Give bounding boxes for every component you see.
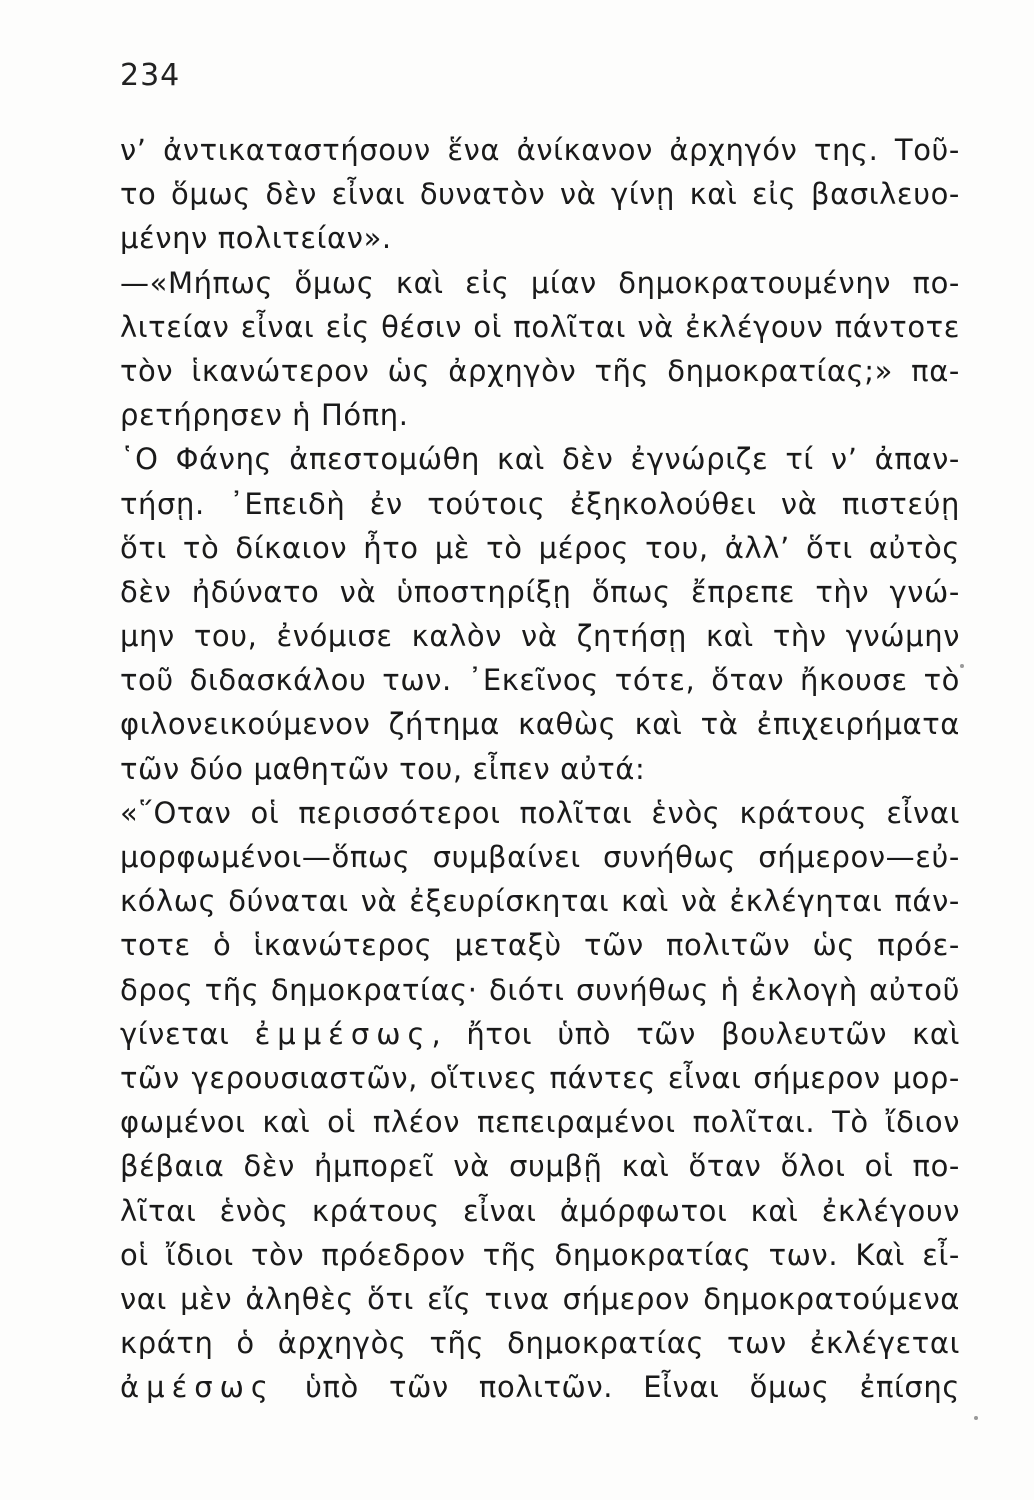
text-segment: , ἤτοι ὑπὸ τῶν βουλευτῶν καὶ	[431, 1016, 960, 1051]
text-line: —«Μήπως ὅμως καὶ εἰς μίαν δημοκρατουμένην πο-	[120, 265, 960, 300]
text-line: ν’ ἀντικαταστήσουν ἕνα ἀνίκανον ἀρχηγόν της. Τοῦ-	[120, 133, 960, 167]
spaced-word: ἀμέσως	[120, 1370, 275, 1405]
text-line: «῞Οταν οἱ περισσότεροι πολῖται ἑνὸς κράτους εἶναι	[120, 795, 960, 830]
text-line: ναι μὲν ἀληθὲς ὅτι εἴς τινα σήμερον δημοκρατούμενα	[120, 1281, 960, 1316]
text-line: ῾Ο Φάνης ἀπεστομώθη καὶ δὲν ἐγνώριζε τί ν’ ἀπαν-	[120, 442, 960, 477]
text-segment: γίνεται	[120, 1016, 230, 1051]
text-line: φωμένοι καὶ οἱ πλέον πεπειραμένοι πολῖται. Τὸ ἴδιον	[120, 1105, 960, 1140]
text-line: οἱ ἴδιοι τὸν πρόεδρον τῆς δημοκρατίας των. Καὶ εἶ-	[120, 1237, 960, 1272]
text-line: δρος τῆς δημοκρατίας· διότι συνήθως ἡ ἐκλογὴ αὐτοῦ	[120, 972, 960, 1007]
text-line: τήσῃ. ᾿Επειδὴ ἐν τούτοις ἐξηκολούθει νὰ πιστεύῃ	[120, 486, 960, 521]
text-line	[120, 1365, 960, 1409]
paper-speck	[974, 1416, 978, 1420]
text-line: μένην πολιτείαν».	[120, 221, 392, 256]
text-line: το ὅμως δὲν εἶναι δυνατὸν νὰ γίνῃ καὶ εἰς βασιλευο-	[120, 177, 960, 212]
text-line: τοῦ διδασκάλου των. ᾿Εκεῖνος τότε, ὅταν ἤκουσε τὸ	[120, 663, 960, 698]
text-line: κόλως δύναται νὰ ἐξευρίσκηται καὶ νὰ ἐκλέγηται πάν-	[120, 884, 960, 919]
text-line: λιτείαν εἶναι εἰς θέσιν οἱ πολῖται νὰ ἐκλέγουν πάντοτε	[120, 309, 960, 344]
text-line: βέβαια δὲν ἠμπορεῖ νὰ συμβῇ καὶ ὅταν ὅλοι οἱ πο-	[120, 1149, 960, 1184]
text-line: φιλονεικούμενον ζήτημα καθὼς καὶ τὰ ἐπιχειρήματα	[120, 707, 960, 742]
text-segment: ὑπὸ τῶν πολιτῶν. Εἶναι ὅμως ἐπίσης	[305, 1370, 960, 1405]
text-line: τὸν ἱκανώτερον ὡς ἀρχηγὸν τῆς δημοκρατίας;» πα-	[120, 353, 960, 388]
text-line: μορφωμένοι—ὅπως συμβαίνει συνήθως σήμερον—εὐ-	[120, 840, 960, 874]
text-line: μην του, ἐνόμισε καλὸν νὰ ζητήσῃ καὶ τὴν γνώμην	[120, 619, 960, 654]
spaced-word: ἐμμέσως	[254, 1016, 432, 1051]
text-line: ὅτι τὸ δίκαιον ἦτο μὲ τὸ μέρος του, ἀλλ’ ὅτι αὐτὸς	[120, 530, 960, 565]
paper-speck	[960, 664, 964, 668]
text-line: τοτε ὁ ἱκανώτερος μεταξὺ τῶν πολιτῶν ὡς πρόε-	[120, 928, 960, 963]
text-line: ρετήρησεν ἡ Πόπη.	[120, 398, 409, 433]
text-line: κράτη ὁ ἀρχηγὸς τῆς δημοκρατίας των ἐκλέγεται	[120, 1326, 960, 1361]
text-line: δὲν ἠδύνατο νὰ ὑποστηρίξῃ ὅπως ἔπρεπε τὴν γνώ-	[120, 574, 960, 609]
text-line: τῶν δύο μαθητῶν του, εἶπεν αὐτά:	[120, 751, 646, 786]
text-line: τῶν γερουσιαστῶν, οἵτινες πάντες εἶναι σήμερον μορ-	[120, 1060, 960, 1095]
text-line: λῖται ἑνὸς κράτους εἶναι ἀμόρφωτοι καὶ ἐκλέγουν	[120, 1193, 960, 1228]
text-line	[120, 1012, 960, 1056]
body-text	[120, 128, 960, 1409]
page-number: 234	[120, 58, 181, 93]
